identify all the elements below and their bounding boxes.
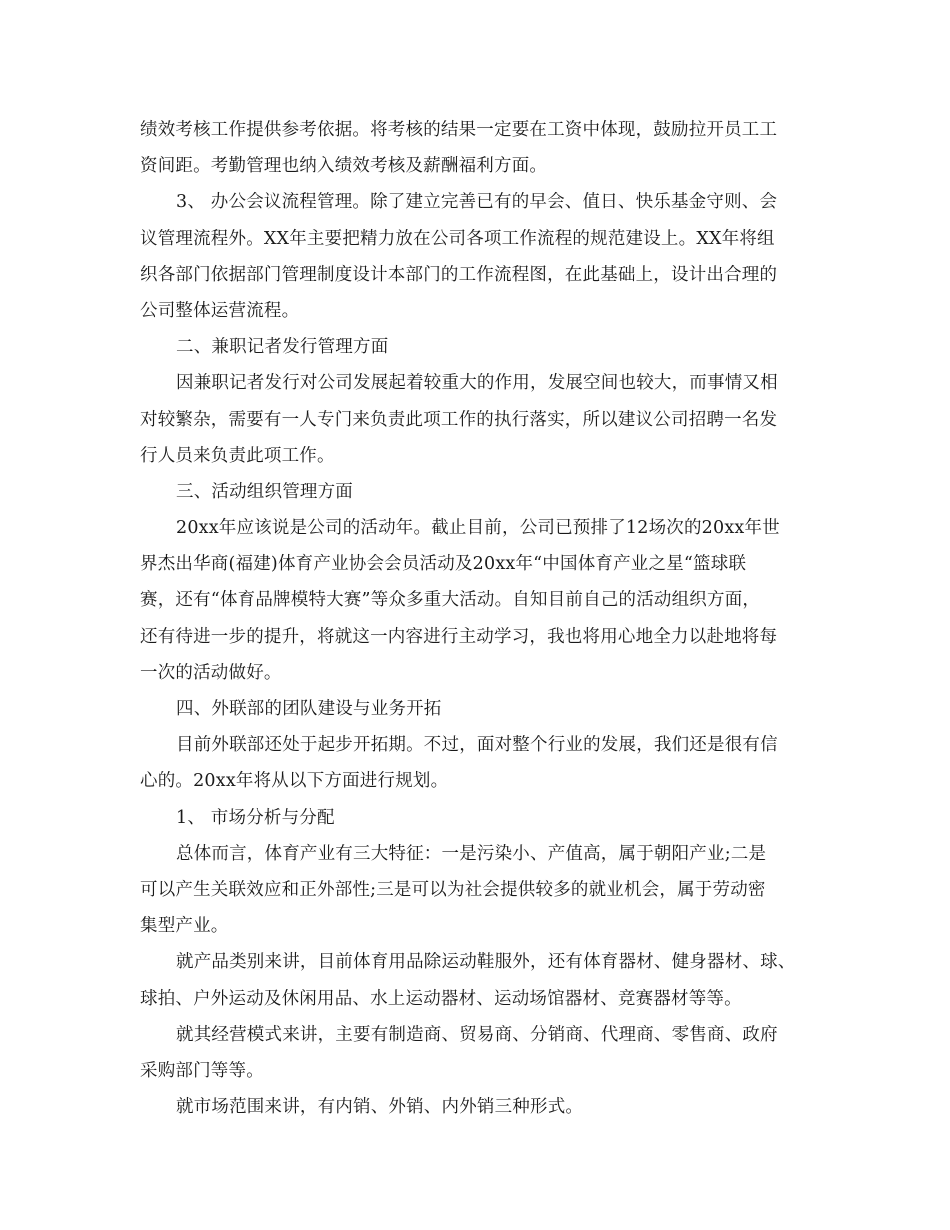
text-line: 目前外联部还处于起步开拓期。不过，面对整个行业的发展，我们还是很有信 [176, 735, 778, 756]
document-body [140, 112, 830, 1125]
section-heading: 四、外联部的团队建设与业务开拓 [176, 699, 442, 719]
text-line: 因兼职记者发行对公司发展起着较重大的作用，发展空间也较大，而事情又相 [176, 373, 778, 394]
section-heading: 三、活动组织管理方面 [176, 481, 353, 502]
text-line: 资间距。考勤管理也纳入绩效考核及薪酬福利方面。 [140, 156, 548, 177]
text-line: 心的。20xx年将从以下方面进行规划。 [140, 771, 449, 792]
text-line: 就产品类别来讲，目前体育用品除运动鞋服外，还有体育器材、健身器材、球、 [176, 952, 796, 973]
text-line: 一次的活动做好。 [140, 662, 282, 683]
text-line: 就其经营模式来讲，主要有制造商、贸易商、分销商、代理商、零售商、政府 [176, 1024, 778, 1045]
text-line: 绩效考核工作提供参考依据。将考核的结果一定要在工资中体现，鼓励拉开员工工 [140, 120, 778, 140]
text-line: 20xx年应该说是公司的活动年。截止目前，公司已预排了12场次的20xx年世 [176, 518, 780, 539]
text-line: 行人员来负责此项工作。 [140, 445, 335, 466]
subsection-heading: 1、 市场分析与分配 [176, 807, 335, 828]
text-line: 总体而言，体育产业有三大特征：一是污染小、产值高，属于朝阳产业;二是 [176, 843, 767, 864]
text-line: 就市场范围来讲，有内销、外销、内外销三种形式。 [176, 1097, 584, 1118]
text-line: 3、 办公会议流程管理。除了建立完善已有的早会、值日、快乐基金守则、会 [176, 192, 778, 213]
text-line: 还有待进一步的提升，将就这一内容进行主动学习，我也将用心地全力以赴地将每 [140, 626, 778, 647]
text-line: 界杰出华商(福建)体育产业协会会员活动及20xx年“中国体育产业之星“篮球联 [140, 554, 747, 575]
text-line: 赛，还有“体育品牌模特大赛”等众多重大活动。自知目前自己的活动组织方面， [140, 590, 761, 611]
text-line: 集型产业。 [140, 916, 229, 937]
text-line: 公司整体运营流程。 [140, 300, 300, 321]
text-line: 织各部门依据部门管理制度设计本部门的工作流程图，在此基础上，设计出合理的 [140, 264, 778, 285]
text-line: 采购部门等等。 [140, 1060, 264, 1081]
text-line: 对较繁杂，需要有一人专门来负责此项工作的执行落实，所以建议公司招聘一名发 [140, 409, 778, 430]
text-line: 议管理流程外。XX年主要把精力放在公司各项工作流程的规范建设上。XX年将组 [140, 228, 775, 249]
section-heading: 二、兼职记者发行管理方面 [176, 337, 389, 358]
text-line: 球拍、户外运动及休闲用品、水上运动器材、运动场馆器材、竞赛器材等等。 [140, 988, 742, 1009]
text-line: 可以产生关联效应和正外部性;三是可以为社会提供较多的就业机会，属于劳动密 [140, 879, 766, 900]
